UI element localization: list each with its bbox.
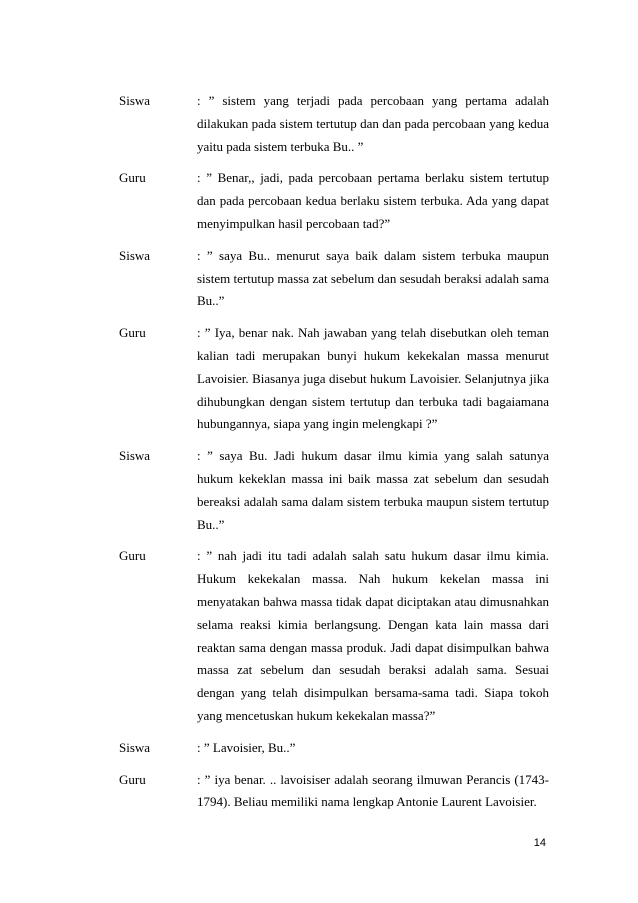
dialogue-turn bbox=[119, 445, 549, 536]
speaker-label: Siswa bbox=[119, 93, 151, 108]
dialogue-turn bbox=[119, 167, 549, 235]
dialogue-turn bbox=[119, 769, 549, 815]
utterance-text: : ” saya Bu. Jadi hukum dasar ilmu kimia yang salah satunya hukum kekeklan massa ini baik massa zat sebelum dan sesudah bereaksi adalah sama dalam sistem terbuka maupun sistem tertutup Bu..” bbox=[197, 448, 549, 532]
speaker-label: Guru bbox=[119, 170, 146, 186]
utterance-text: : ” sistem yang terjadi pada percobaan yang pertama adalah dilakukan pada sistem tertutup dan dan pada percobaan yang kedua yaitu pada sistem terbuka Bu.. ” bbox=[197, 93, 549, 154]
utterance-text: : ” iya benar. .. lavoisiser adalah seorang ilmuwan Perancis (1743-1794). Beliau memiliki nama lengkap Antonie Laurent Lavoisier. bbox=[197, 771, 549, 810]
speaker-label: Guru bbox=[119, 325, 146, 341]
speaker-label: Siswa bbox=[119, 739, 151, 755]
page-number: 14 bbox=[533, 837, 546, 849]
speaker-label: Guru bbox=[119, 548, 146, 564]
speaker-label: Siswa bbox=[119, 448, 151, 464]
utterance-text: : ” Benar,, jadi, pada percobaan pertama berlaku sistem tertutup dan pada percobaan kedua berlaku sistem terbuka. Ada yang dapat menyimpulkan hasil percobaan tad?” bbox=[197, 170, 549, 231]
utterance-text: : ” Iya, benar nak. Nah jawaban yang telah disebutkan oleh teman kalian tadi merupakan bunyi hukum kekekalan massa menurut Lavoisier. Biasanya juga disebut hukum Lavoisier. Selanjutnya jika dihubungkan dengan sistem tertutup dan terbuka tadi bagaiamana hubungannya, siapa yang ingin melengkapi ?” bbox=[197, 325, 549, 432]
speaker-label: Siswa bbox=[119, 247, 151, 263]
dialogue-turn bbox=[119, 737, 549, 760]
dialogue-transcript bbox=[119, 90, 549, 823]
dialogue-turn bbox=[119, 322, 549, 436]
utterance-text: : ” Lavoisier, Bu..” bbox=[197, 739, 296, 755]
dialogue-turn bbox=[119, 90, 549, 158]
dialogue-turn bbox=[119, 245, 549, 313]
dialogue-turn bbox=[119, 545, 549, 727]
utterance-text: : ” saya Bu.. menurut saya baik dalam sistem terbuka maupun sistem tertutup massa zat sebelum dan sesudah beraksi adalah sama Bu..” bbox=[197, 247, 549, 309]
speaker-label: Guru bbox=[119, 771, 146, 787]
utterance-text: : ” nah jadi itu tadi adalah salah satu hukum dasar ilmu kimia. Hukum kekekalan massa. Nah hukum kekelan massa ini menyatakan bahwa massa tidak dapat diciptakan atau dimusnahkan selama reaksi kimia berlangsung. Dengan kata lain massa dari reaktan sama dengan massa produk. Jadi dapat disimpulkan bahwa massa zat sebelum dan sesudah beraksi adalah sama. Sesuai dengan yang telah disimpulkan bersama-sama tadi. Siapa tokoh yang mencetuskan hukum kekekalan massa?” bbox=[197, 548, 549, 723]
